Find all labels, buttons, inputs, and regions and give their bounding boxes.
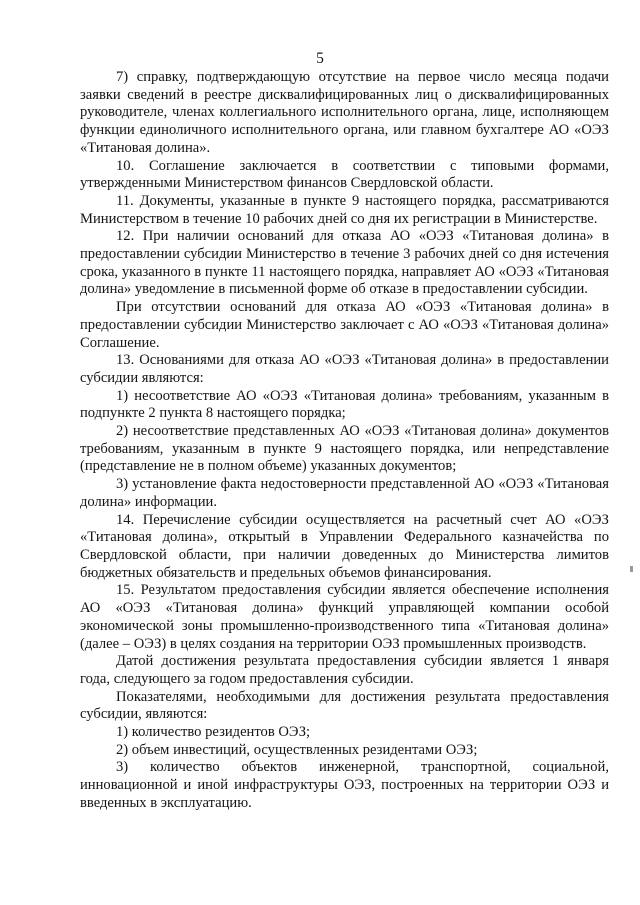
paragraph-certificate-disqualified: 7) справку, подтверждающую отсутствие на первое число месяца подачи заявки сведений в реестре дисквалифицированных лиц о дисквалифицированных руководителе, членах коллегиального исполнительного органа, лице, исполняющем функции единоличного исполнительного органа, или главном бухгалтере АО «ОЭЗ «Титановая долина». [80,69,609,156]
paragraph-13-ground-3: 3) установление факта недостоверности представленной АО «ОЭЗ «Титановая долина» информации. [80,476,609,510]
page-number: 5 [316,50,324,67]
paragraph-15-indicators: Показателями, необходимыми для достижения результата предоставления субсидии, являются: [80,688,609,723]
paragraph-11-review-period: 11. Документы, указанные в пункте 9 настоящего порядка, рассматриваются Министерством в течение 10 рабочих дней со дня их регистрации в Министерстве. [80,192,609,227]
paragraph-15-result-date: Датой достижения результата предоставления субсидии является 1 января года, следующего за годом предоставления субсидии. [80,653,609,687]
paragraph-12-agreement-conclusion: При отсутствии оснований для отказа АО «ОЭЗ «Титановая долина» в предоставлении субсидии Министерство заключает с АО «ОЭЗ «Титановая долина» Соглашение. [80,299,609,351]
paragraph-12-refusal-notice: 12. При наличии оснований для отказа АО «ОЭЗ «Титановая долина» в предоставлении субсидии Министерство в течение 3 рабочих дней со дня истечения срока, указанного в пункте 11 настоящего порядка, направляет АО «ОЭЗ «Титановая долина» уведомление в письменной форме об отказе в предоставлении субсидии. [80,228,609,298]
paragraph-14-transfer: 14. Перечисление субсидии осуществляется на расчетный счет АО «ОЭЗ «Титановая долина», открытый в Управлении Федерального казначейства по Свердловской области, при наличии доведенных до Министерства лимитов бюджетных обязательств и предельных объемов финансирования. [80,511,609,581]
paragraph-13-ground-2: 2) несоответствие представленных АО «ОЭЗ «Титановая долина» документов требованиям, указанным в пункте 9 настоящего порядка, или непредставление (представление не в полном объеме) указанных документов; [80,423,609,475]
paragraph-15-result: 15. Результатом предоставления субсидии является обеспечение исполнения АО «ОЭЗ «Титановая долина» функций управляющей компании особой экономической зоны промышленно-производственного типа «Титановая долина» (далее – ОЭЗ) в целях создания на территории ОЭЗ промышленных производств. [80,582,609,652]
paragraph-15-indicator-2: 2) объем инвестиций, осуществленных резидентами ОЭЗ; [116,741,478,758]
paragraph-13-refusal-grounds: 13. Основаниями для отказа АО «ОЭЗ «Титановая долина» в предоставлении субсидии являются: [80,352,609,386]
paragraph-13-ground-1: 1) несоответствие АО «ОЭЗ «Титановая долина» требованиям, указанным в подпункте 2 пункта 8 настоящего порядка; [80,387,609,422]
paragraph-15-indicator-1: 1) количество резидентов ОЭЗ; [116,724,311,741]
paragraph-10-agreement: 10. Соглашение заключается в соответствии с типовыми формами, утвержденными Министерством финансов Свердловской области. [80,157,609,192]
document-body [80,69,609,813]
paragraph-15-indicator-3: 3) количество объектов инженерной, транспортной, социальной, инновационной и иной инфраструктуры ОЭЗ, построенных на территории ОЭЗ и введенных в эксплуатацию. [80,759,609,811]
scan-margin-mark [630,566,633,572]
